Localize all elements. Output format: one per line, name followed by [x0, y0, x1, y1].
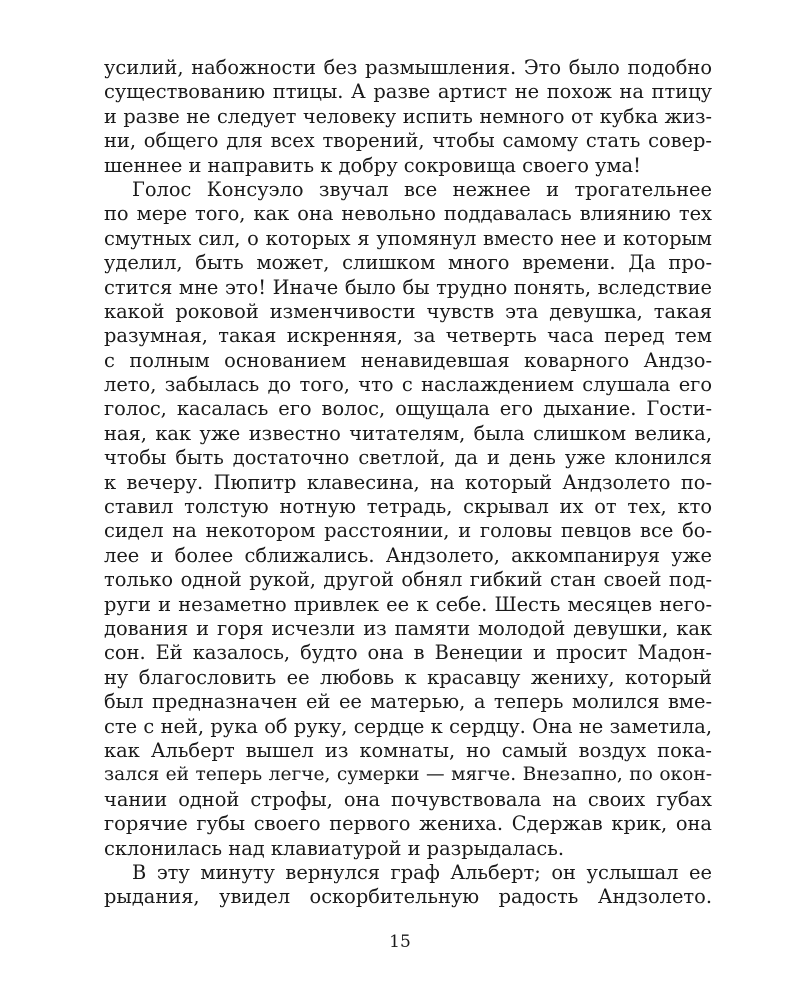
text-line-21: лее и более сближались. Андзолето, аккомпанируя уже [104, 543, 712, 567]
text-line-32: горячие губы своего первого жениха. Сдержав крик, она [104, 812, 712, 836]
text-line-23: руги и незаметно привлек ее к себе. Шесть месяцев него- [104, 592, 712, 616]
text-line-8: смутных сил, о которых я упомянул вместо нее и которым [104, 226, 712, 250]
text-line-10: стится мне это! Иначе было бы трудно понять, вследствие [104, 275, 712, 299]
text-line-2: существованию птицы. А разве артист не похож на птицу [104, 80, 712, 104]
text-line-34: В эту минуту вернулся граф Альберт; он услышал ее [132, 860, 712, 884]
text-line-27: был предназначен ей ее матерью, а теперь молился вме- [104, 690, 712, 714]
page-text [104, 56, 712, 910]
text-line-15: голос, касалась его волос, ощущала его дыхание. Гости- [104, 397, 712, 421]
text-line-20: сидел на некотором расстоянии, и головы певцов все бо- [104, 519, 712, 543]
text-line-31: чании одной строфы, она почувствовала на своих губах [104, 787, 712, 811]
text-line-29: как Альберт вышел из комнаты, но самый воздух пока- [104, 738, 712, 762]
text-line-24: дования и горя исчезли из памяти молодой девушки, как [104, 616, 712, 640]
text-line-11: какой роковой изменчивости чувств эта девушка, такая [104, 299, 712, 323]
text-line-28: сте с ней, рука об руку, сердце к сердцу. Она не заметила, [104, 714, 712, 738]
text-line-17: чтобы быть достаточно светлой, да и день уже клонился [104, 446, 712, 470]
text-line-30: зался ей теперь легче, сумерки — мягче. Внезапно, по окон- [104, 764, 712, 786]
text-line-22: только одной рукой, другой обнял гибкий стан своей под- [104, 568, 712, 592]
text-line-33: склонилась над клавиатурой и разрыдалась. [104, 836, 565, 860]
text-line-3: и разве не следует человеку испить немного от кубка жиз- [104, 104, 712, 128]
text-line-13: с полным основанием ненавидевшая коварного Андзо- [104, 348, 712, 372]
text-line-5: шеннее и направить к добру сокровища своего ума! [104, 153, 641, 177]
text-line-12: разумная, такая искренняя, за четверть часа перед тем [104, 324, 712, 348]
text-line-1: усилий, набожности без размышления. Это было подобно [104, 56, 712, 79]
text-line-35: рыдания, увидел оскорбительную радость Андзолето. [104, 885, 712, 909]
text-line-14: лето, забылась до того, что с наслаждением слушала его [104, 373, 712, 397]
text-line-25: сон. Ей казалось, будто она в Венеции и просит Мадон- [104, 641, 712, 665]
text-line-19: ставил толстую нотную тетрадь, скрывал их от тех, кто [104, 495, 712, 519]
text-line-26: ну благословить ее любовь к красавцу жениху, который [104, 665, 712, 689]
text-line-9: уделил, быть может, слишком много времени. Да про- [104, 251, 712, 275]
text-line-16: ная, как уже известно читателям, была слишком велика, [104, 421, 712, 445]
page-number: 15 [389, 932, 411, 952]
text-line-4: ни, общего для всех творений, чтобы самому стать совер- [104, 129, 712, 153]
text-line-7: по мере того, как она невольно поддавалась влиянию тех [104, 202, 712, 226]
text-line-6: Голос Консуэло звучал все нежнее и трогательнее [132, 177, 712, 201]
text-line-18: к вечеру. Пюпитр клавесина, на который Андзолето по- [104, 470, 712, 494]
